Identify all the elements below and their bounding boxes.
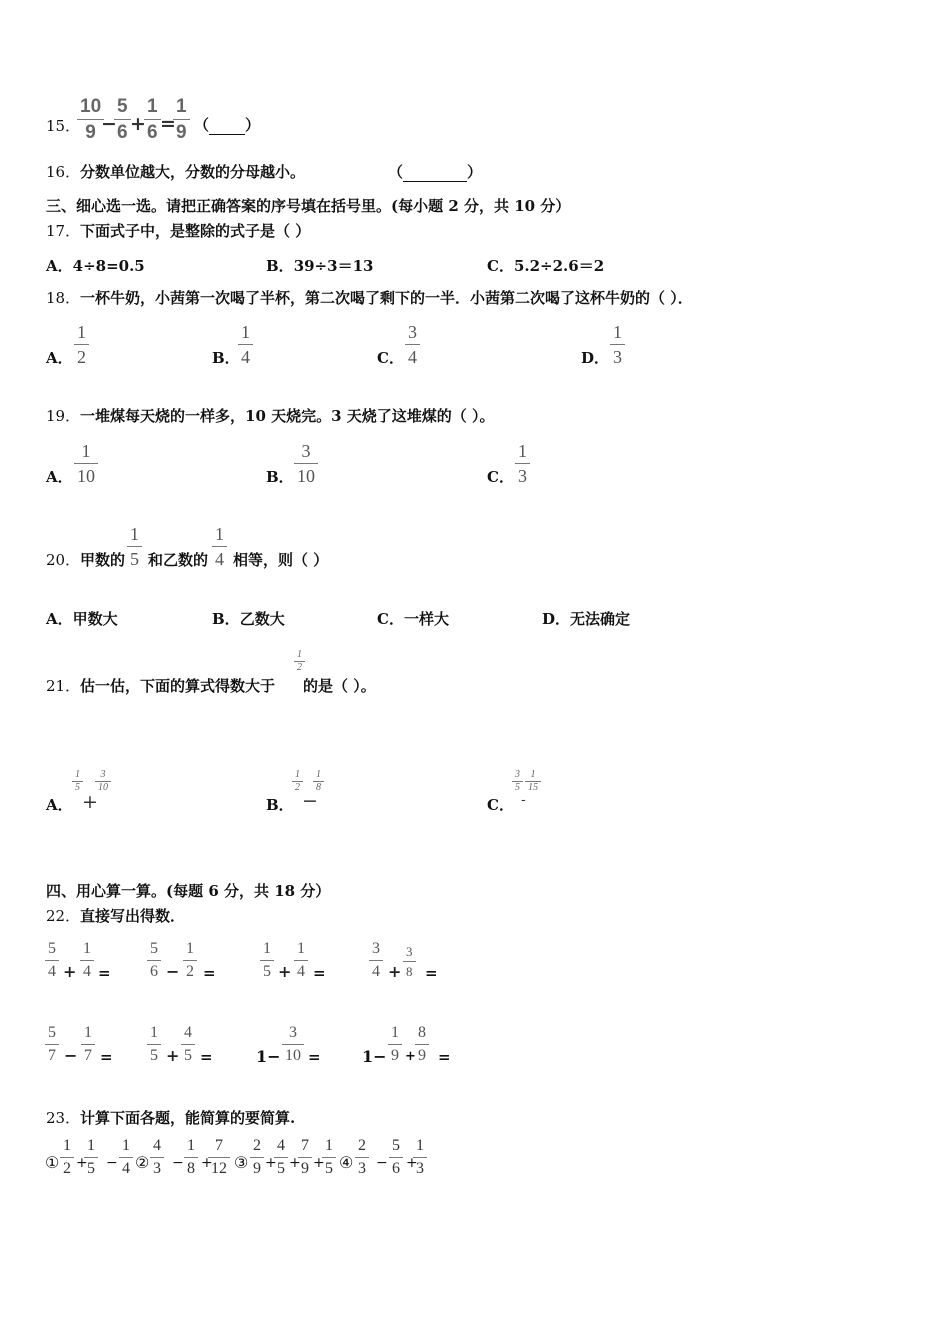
q17-option-b[interactable]: B．39÷3＝13: [266, 257, 374, 275]
q21-text-a: 估一估，下面的算式得数大于: [80, 677, 276, 695]
q23-e4-frac-3: 1 3: [413, 1138, 427, 1177]
q22-r1-e1-eq: =: [98, 964, 111, 982]
q22-r2-e2-frac-2: 4 5: [181, 1025, 195, 1064]
q23-marker-1: ①: [45, 1153, 60, 1172]
q23-e4-op-2: +: [406, 1155, 418, 1171]
q22-r1-e1-frac-2: 1 4: [80, 941, 94, 980]
q16-answer-blank[interactable]: （ ）: [388, 163, 483, 181]
q23-e2-frac-2: 1 8: [184, 1138, 198, 1177]
q23-e2-op-1: −: [172, 1155, 184, 1171]
q19-option-a-label[interactable]: A．: [46, 468, 73, 486]
q21-option-c-label[interactable]: C．: [487, 796, 514, 814]
q20-option-a[interactable]: A．甲数大: [46, 610, 118, 628]
q15-op-1: −: [101, 113, 117, 135]
q21-option-b-label[interactable]: B．: [266, 796, 294, 814]
q23-e3-op-3: +: [313, 1155, 325, 1171]
q15-number: 15．: [46, 117, 81, 135]
q21-option-a-op: +: [82, 791, 98, 813]
q22-r1-e2-eq: =: [203, 964, 216, 982]
q18-option-a-fraction: 1 2: [74, 323, 89, 366]
q19-option-a-fraction: 1 10: [74, 442, 98, 485]
q22-r1-e1-frac-1: 5 4: [45, 941, 59, 980]
q19-option-b-label[interactable]: B．: [266, 468, 294, 486]
q23-e4-op-1: −: [376, 1155, 388, 1171]
q17-number: 17．: [46, 222, 81, 240]
q22-r1-e4-op: +: [388, 962, 402, 981]
q22-r2-e1-frac-1: 5 7: [45, 1025, 59, 1064]
q16-text: 分数单位越大，分数的分母越小。: [80, 163, 306, 181]
q23-marker-2: ②: [135, 1153, 150, 1172]
q23-e2-frac-3: 7 12: [208, 1138, 230, 1177]
q22-r1-e4-frac-1: 3 4: [369, 941, 383, 980]
q18-option-c-label[interactable]: C．: [377, 349, 404, 367]
q21-option-b-fraction-2: 1 8: [313, 770, 324, 793]
q18-option-a-label[interactable]: A．: [46, 349, 73, 367]
q21-option-c-fraction-1: 3 5: [512, 770, 523, 793]
q22-r2-e1-eq: =: [100, 1048, 113, 1066]
q23-e1-op-1: +: [76, 1155, 88, 1171]
q22-r1-e2-op: −: [166, 962, 180, 981]
section-3-title: 三、细心选一选。请把正确答案的序号填在括号里。(每小题 2 分，共 10 分）: [46, 197, 571, 215]
q21-option-b-fraction-1: 1 2: [292, 770, 303, 793]
q23-e2-frac-1: 4 3: [150, 1138, 164, 1177]
q22-r2-e4-frac-1: 1 9: [388, 1025, 402, 1064]
q21-option-b-op: −: [302, 790, 318, 812]
q22-r1-e2-frac-2: 1 2: [183, 941, 197, 980]
q17-text: 下面式子中，是整除的式子是（ ）: [80, 222, 311, 240]
q21-text-b: 的是（ ）。: [303, 677, 376, 695]
q18-option-d-label[interactable]: D．: [581, 349, 610, 367]
q20-fraction-a: 1 5: [127, 525, 142, 568]
q23-marker-3: ③: [234, 1153, 249, 1172]
q20-fraction-b: 1 4: [212, 525, 227, 568]
q15-op-2: +: [130, 113, 146, 135]
q18-option-d-fraction: 1 3: [610, 323, 625, 366]
q21-option-c-op: -: [521, 792, 526, 808]
q23-e2-op-2: +: [201, 1155, 213, 1171]
q23-e3-frac-2: 4 5: [274, 1138, 288, 1177]
q22-r2-e4-lead: 1−: [362, 1047, 387, 1066]
q23-text: 计算下面各题，能简算的要简算.: [80, 1109, 296, 1127]
q16-number: 16．: [46, 163, 81, 181]
q21-option-c-fraction-2: 1 15: [525, 770, 541, 793]
q22-r1-e2-frac-1: 5 6: [147, 941, 161, 980]
q23-e3-frac-4: 1 5: [322, 1138, 336, 1177]
q19-option-c-label[interactable]: C．: [487, 468, 514, 486]
q21-option-a-fraction-1: 1 5: [72, 770, 83, 793]
q19-number: 19．: [46, 407, 81, 425]
q21-fraction-half: 1 2: [294, 650, 305, 673]
q15-frac-1: 10 9: [77, 97, 104, 142]
q22-r2-e4-frac-2: 8 9: [415, 1025, 429, 1064]
q22-r2-e2-frac-1: 1 5: [147, 1025, 161, 1064]
q22-r2-e3-eq: =: [308, 1048, 321, 1066]
q23-e4-frac-2: 5 6: [389, 1138, 403, 1177]
q21-option-a-label[interactable]: A．: [46, 796, 73, 814]
q22-r1-e4-frac-2: 3 8: [403, 945, 416, 978]
q20-option-d[interactable]: D．无法确定: [542, 610, 631, 628]
q20-text-a: 甲数的: [80, 551, 126, 569]
q22-r1-e3-frac-1: 1 5: [260, 941, 274, 980]
q17-option-c[interactable]: C．5.2÷2.6＝2: [487, 257, 605, 275]
q22-r2-e4-eq: =: [438, 1048, 451, 1066]
q23-e3-op-1: +: [265, 1155, 277, 1171]
q22-r1-e4-eq: =: [425, 964, 438, 982]
q20-option-c[interactable]: C．一样大: [377, 610, 449, 628]
q22-r2-e2-eq: =: [200, 1048, 213, 1066]
q22-r1-e3-frac-2: 1 4: [294, 941, 308, 980]
q20-option-b[interactable]: B．乙数大: [212, 610, 285, 628]
q22-r1-e3-eq: =: [313, 964, 326, 982]
q23-e1-frac-1: 1 2: [60, 1138, 74, 1177]
q22-r2-e2-op: +: [166, 1046, 180, 1065]
q20-text-b: 和乙数的: [148, 551, 209, 569]
q18-option-b-fraction: 1 4: [238, 323, 253, 366]
q22-r1-e3-op: +: [278, 962, 292, 981]
q18-number: 18．: [46, 289, 81, 307]
q18-option-b-label[interactable]: B．: [212, 349, 240, 367]
q23-e3-frac-3: 7 9: [298, 1138, 312, 1177]
q23-e1-frac-2: 1 5: [84, 1138, 98, 1177]
q22-r1-e1-op: +: [63, 962, 77, 981]
q22-number: 22．: [46, 907, 81, 925]
q15-frac-4: 1 9: [173, 97, 190, 142]
q21-option-a-fraction-2: 3 10: [95, 770, 111, 793]
q23-e3-frac-1: 2 9: [250, 1138, 264, 1177]
q15-op-3: =: [160, 113, 176, 135]
q19-text: 一堆煤每天烧的一样多，10 天烧完。3 天烧了这堆煤的（ ）。: [80, 407, 495, 425]
q15-frac-3: 1 6: [144, 97, 161, 142]
q23-marker-4: ④: [339, 1153, 354, 1172]
q23-e1-op-2: −: [106, 1155, 118, 1171]
q18-option-c-fraction: 3 4: [405, 323, 420, 366]
q15-frac-2: 5 6: [114, 97, 131, 142]
q23-number: 23．: [46, 1109, 81, 1127]
q19-option-c-fraction: 1 3: [515, 442, 530, 485]
q15-answer-blank[interactable]: （ ）: [194, 116, 261, 134]
q20-number: 20．: [46, 551, 81, 569]
q23-e4-frac-1: 2 3: [355, 1138, 369, 1177]
q19-option-b-fraction: 3 10: [294, 442, 318, 485]
q22-r2-e3-frac: 3 10: [282, 1025, 304, 1064]
q21-number: 21．: [46, 677, 81, 695]
q18-text: 一杯牛奶，小茜第一次喝了半杯，第二次喝了剩下的一半．小茜第二次喝了这杯牛奶的（ ）．: [80, 289, 693, 307]
q23-e1-frac-3: 1 4: [119, 1138, 133, 1177]
q20-text-c: 相等，则（ ）: [233, 551, 329, 569]
q22-r2-e4-op: +: [405, 1049, 416, 1064]
q23-e3-op-2: +: [289, 1155, 301, 1171]
q22-r2-e1-op: −: [64, 1046, 78, 1065]
q17-option-a[interactable]: A．4÷8=0.5: [46, 257, 145, 275]
section-4-title: 四、用心算一算。(每题 6 分，共 18 分）: [46, 882, 331, 900]
q22-r2-e3-lead: 1−: [256, 1047, 281, 1066]
q22-text: 直接写出得数．: [80, 907, 186, 925]
q22-r2-e1-frac-2: 1 7: [81, 1025, 95, 1064]
